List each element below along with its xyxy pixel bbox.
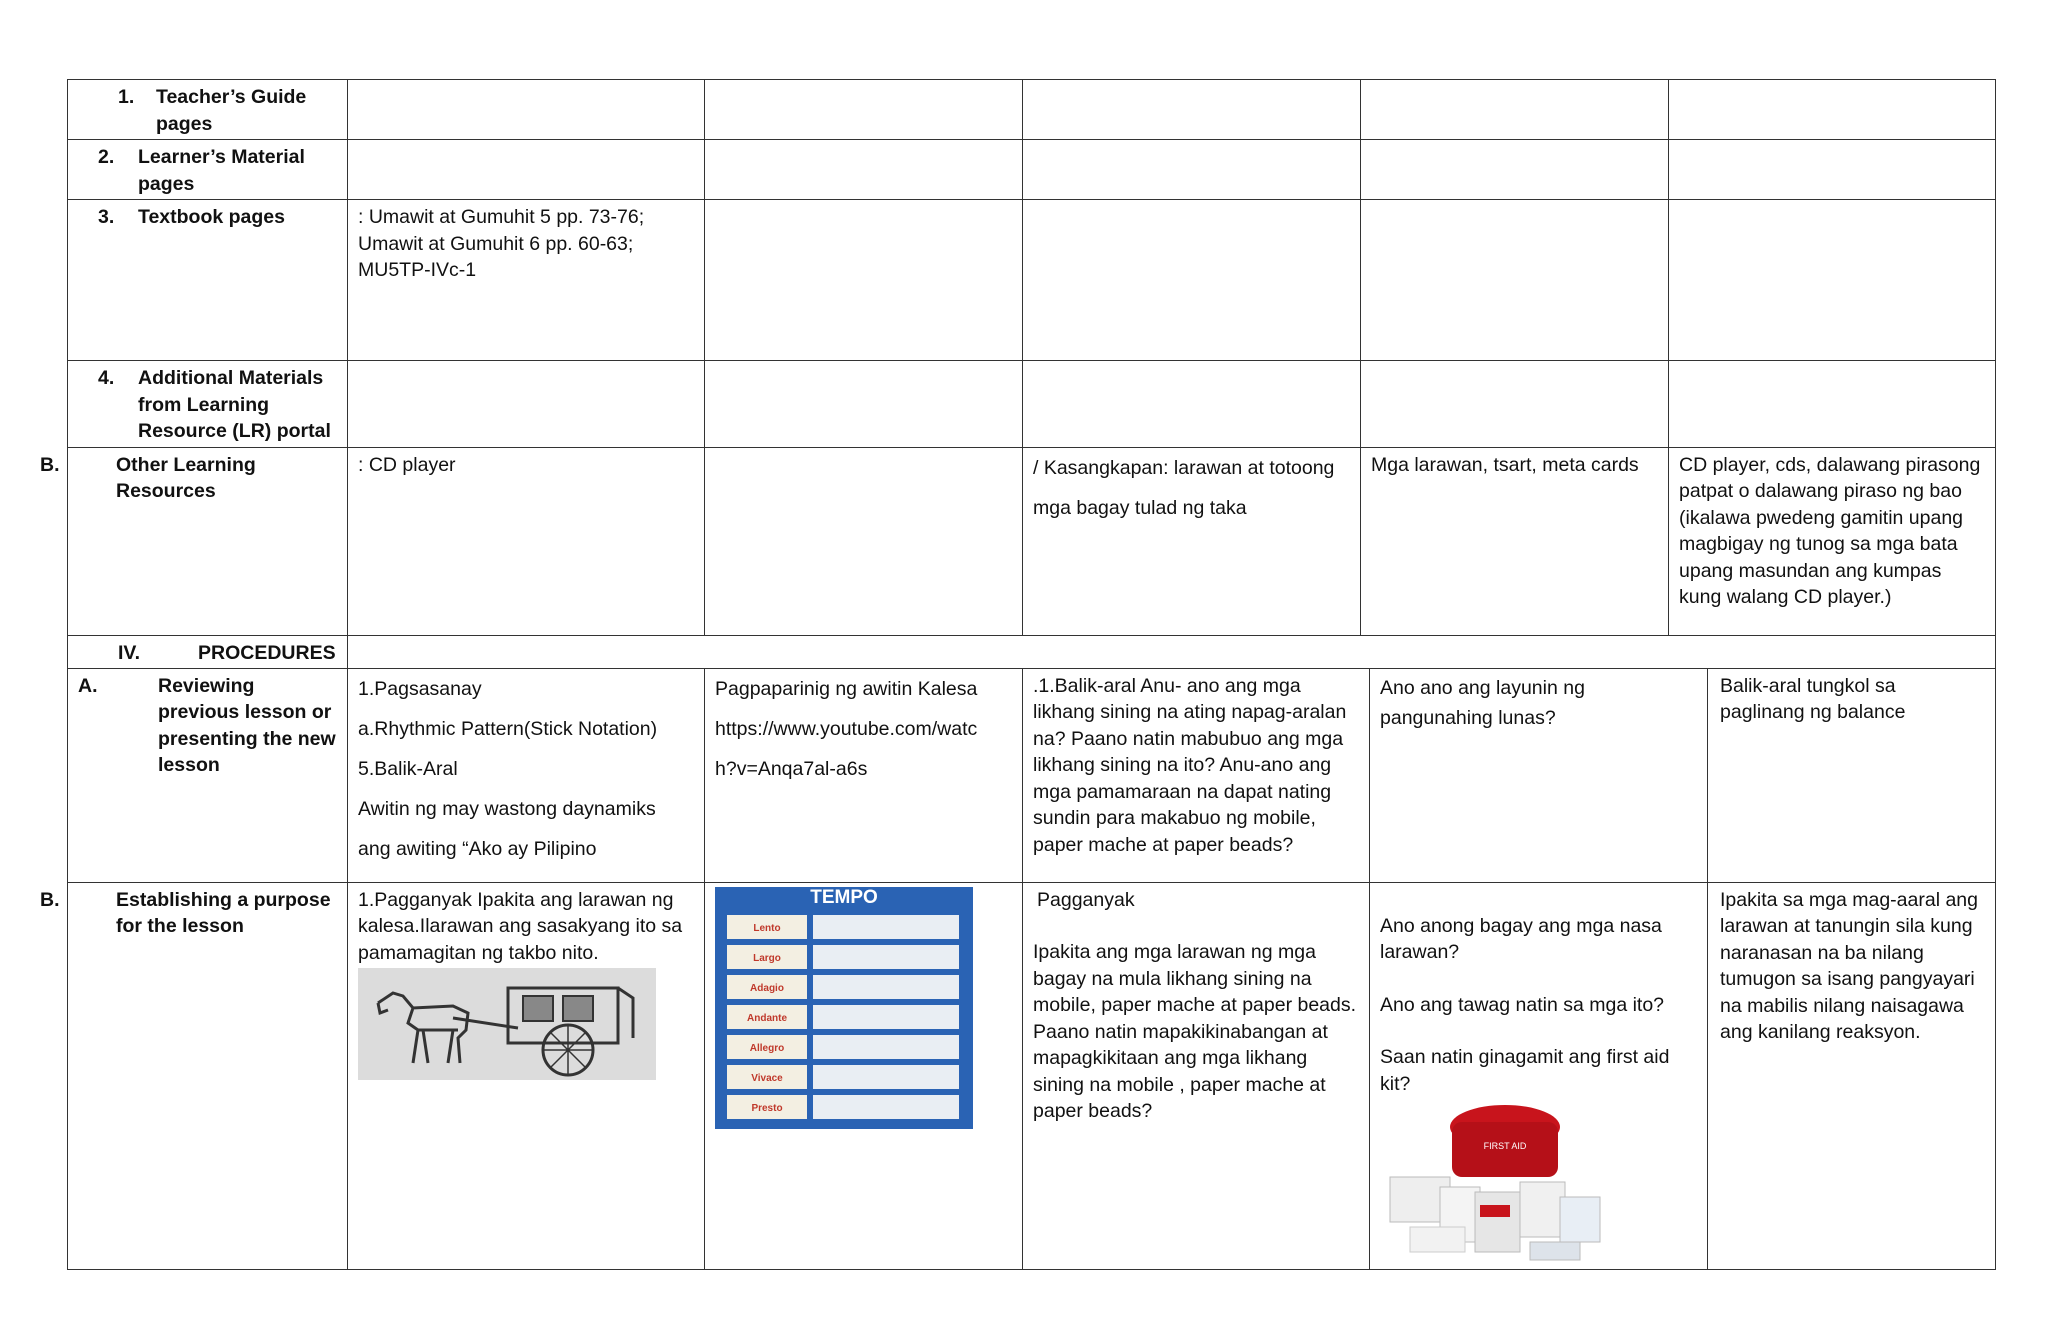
row-label-other-resources: B. Other Learning Resources [68, 447, 348, 635]
procedures-table [40, 668, 1996, 1271]
tempo-title: TEMPO [810, 886, 878, 908]
other-resources-cell: Mga larawan, tsart, meta cards [1361, 447, 1669, 635]
row-label-reviewing: A. Reviewing previous lesson or presenting the new lesson [68, 668, 348, 882]
text-block: 1.Pagganyak Ipakita ang larawan ng kalesa.Ilarawan ang sasakyang ito sa pamamagitan ng takbo nito. [358, 888, 683, 964]
tempo-chart-image [715, 887, 973, 1129]
tempo-meaning-box [813, 1035, 959, 1059]
cell [1361, 80, 1669, 140]
establishing-cell: Ipakita sa mga mag-aaral ang larawan at tanungin sila kung naranasan na ba nilang tumugon sa isang pangyayari na mabilis nilang naisagawa ang kanilang reaksyon. [1708, 882, 1996, 1270]
tempo-meaning-box [813, 915, 959, 939]
cell [705, 80, 1023, 140]
tempo-meaning-box [813, 975, 959, 999]
table-row [68, 200, 1996, 361]
text-line: MU5TP-IVc-1 [358, 259, 477, 281]
kit-label: FIRST AID [1483, 1141, 1527, 1151]
cell [1361, 361, 1669, 448]
cell [348, 140, 705, 200]
tempo-term: Vivace [751, 1072, 783, 1084]
text-block: Ano anong bagay ang mga nasa larawan? [1380, 914, 1662, 963]
other-resources-cell: : CD player [348, 447, 705, 635]
text-block: Ipakita ang mga larawan ng mga bagay na mula likhang sining na mobile, paper mache at paper beads. Paano natin mapakikinabangan at mapagkikitaan ang mga likhang sining na mobile , paper mache at paper beads? [1033, 941, 1357, 1122]
tempo-meaning-box [813, 1005, 959, 1029]
youtube-link[interactable]: h?v=Anqa7al-a6s [715, 757, 868, 780]
cell [705, 140, 1023, 200]
text-line: / Kasangkapan: larawan at totoong [1033, 456, 1335, 479]
cell [1669, 361, 1996, 448]
cell [1023, 140, 1361, 200]
row-label-learners-material: 2. Learner’s Material pages [68, 140, 348, 200]
cell [1023, 361, 1361, 448]
text-block: Saan natin ginagamit ang first aid kit? [1380, 1046, 1670, 1095]
row-label-additional-materials: 4. Additional Materials from Learning Resource (LR) portal [68, 361, 348, 448]
table-row [68, 668, 1996, 882]
table-row [68, 80, 1996, 140]
text-line: mga bagay tulad ng taka [1033, 496, 1247, 519]
table-row [68, 447, 1996, 635]
tempo-term: Andante [747, 1012, 787, 1024]
cell [1669, 80, 1996, 140]
tempo-rows [727, 915, 959, 1119]
kalesa-image [358, 968, 694, 1080]
row-label-teachers-guide: 1. Teacher’s Guide pages [68, 80, 348, 140]
row-label-establishing: B. Establishing a purpose for the lesson [68, 882, 348, 1270]
tempo-term: Presto [751, 1102, 783, 1114]
reviewing-cell [348, 668, 705, 882]
tempo-term: Lento [753, 922, 781, 934]
other-resources-cell: CD player, cds, dalawang pirasong patpat o dalawang piraso ng bao (ikalawa pwedeng gamitin upang magbigay ng tunog sa mga bata upang masundan ang kumpas kung walang CD player.) [1669, 447, 1996, 635]
table-row [68, 140, 1996, 200]
first-aid-kit-image [1380, 1097, 1610, 1267]
establishing-cell [1370, 882, 1708, 1270]
text-line: Pagpaparinig ng awitin Kalesa [715, 677, 978, 700]
reviewing-cell [705, 668, 1023, 882]
cell [705, 361, 1023, 448]
kalesa-drawing [358, 968, 656, 1080]
procedures-spacer [348, 635, 1996, 669]
reviewing-cell: Balik-aral tungkol sa paglinang ng balance [1708, 668, 1996, 882]
cell [1361, 200, 1669, 361]
cell [1669, 140, 1996, 200]
table-row [68, 882, 1996, 1270]
text-block: Ano ang tawag natin sa mga ito? [1380, 993, 1665, 1016]
tempo-meaning-box [813, 1065, 959, 1089]
establishing-cell [348, 882, 705, 1270]
table-row [68, 635, 1996, 669]
cell [348, 80, 705, 140]
text-title: Pagganyak [1037, 888, 1135, 911]
row-label-textbook: 3. Textbook pages [68, 200, 348, 361]
tempo-term: Largo [753, 952, 781, 964]
tempo-meaning-box [813, 1095, 959, 1119]
tempo-meaning-box [813, 945, 959, 969]
cell [705, 200, 1023, 361]
cell [1023, 80, 1361, 140]
lesson-plan-table [40, 79, 1996, 669]
cell [705, 447, 1023, 635]
other-resources-cell [1023, 447, 1361, 635]
text-line: a.Rhythmic Pattern(Stick Notation) [358, 717, 658, 740]
cell [348, 361, 705, 448]
youtube-link[interactable]: https://www.youtube.com/watc [715, 717, 978, 740]
cell [1669, 200, 1996, 361]
reviewing-cell: Ano ano ang layunin ng pangunahing lunas? [1370, 668, 1708, 882]
establishing-cell [1023, 882, 1370, 1270]
lesson-plan-sheet [40, 79, 1995, 1270]
text-line: Awitin ng may wastong daynamiks [358, 797, 656, 820]
text-line: 5.Balik-Aral [358, 757, 458, 780]
tempo-term: Allegro [749, 1042, 785, 1054]
table-row [68, 361, 1996, 448]
cell [1023, 200, 1361, 361]
text-line: 1.Pagsasanay [358, 677, 482, 700]
reviewing-cell: .1.Balik-aral Anu- ano ang mga likhang sining na ating napag-aralan na? Paano natin mabubuo ang mga likhang sining na ito? Anu-ano ang mga pamamaraan na dapat nating sundin para makabuo ng mobile, paper mache at paper beads? [1023, 668, 1370, 882]
text-line: ang awiting “Ako ay Pilipino [358, 837, 597, 860]
textbook-pages-cell [348, 200, 705, 361]
text-line: : Umawit at Gumuhit 5 pp. 73-76; [358, 206, 645, 228]
row-label-procedures: IV. PROCEDURES [68, 635, 348, 669]
cell [1361, 140, 1669, 200]
tempo-term: Adagio [750, 982, 784, 994]
text-line: Umawit at Gumuhit 6 pp. 60-63; [358, 232, 634, 255]
establishing-cell [705, 882, 1023, 1270]
